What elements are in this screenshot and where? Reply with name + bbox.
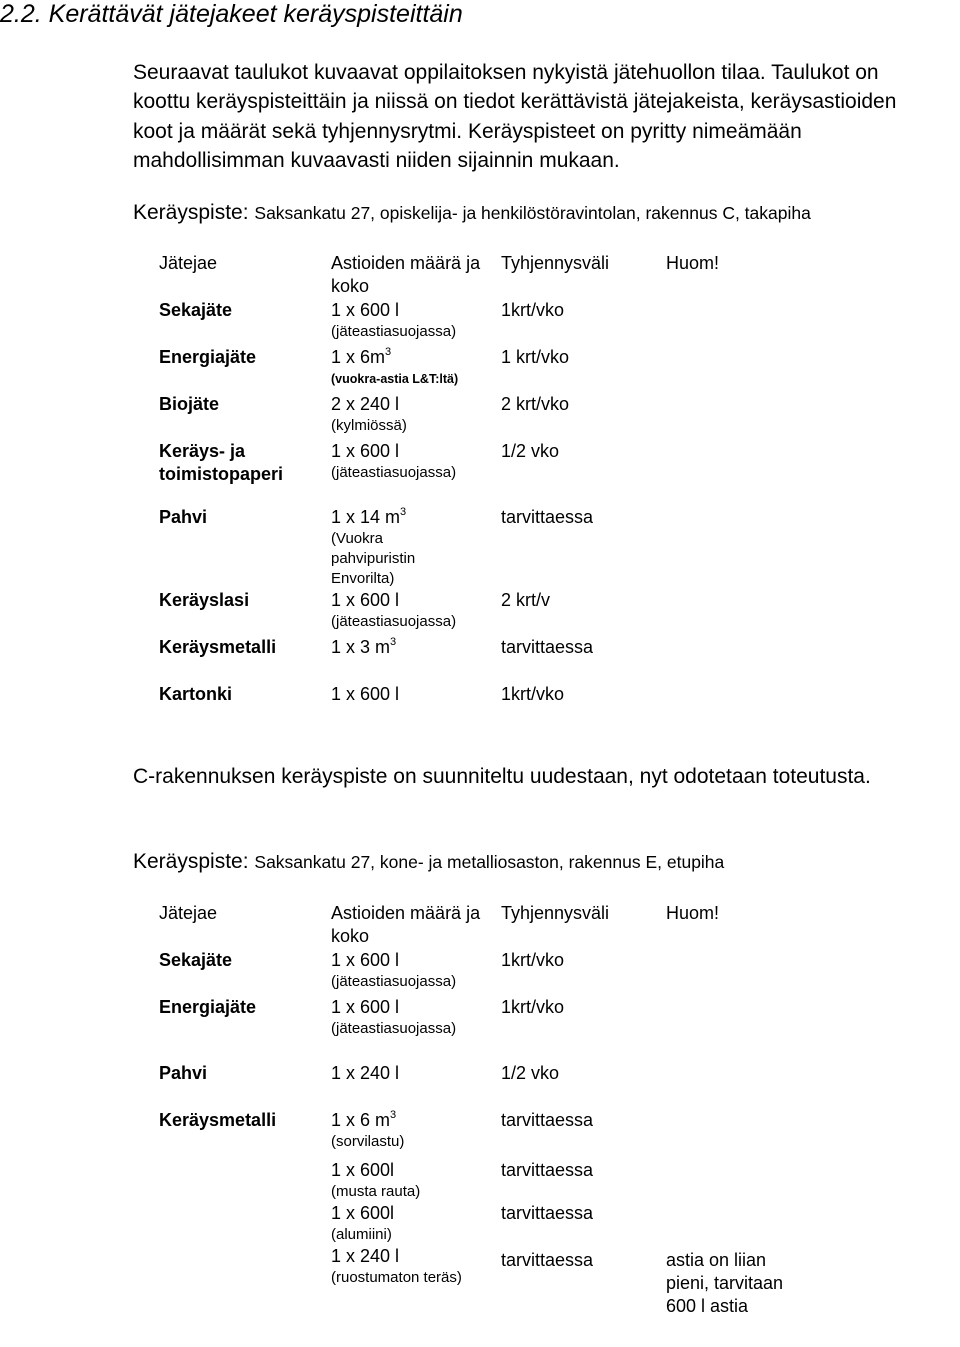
intro-paragraph: Seuraavat taulukot kuvaavat oppilaitoksen nykyistä jätehuollon tilaa. Taulukot on koottu keräyspisteittäin ja niissä on tiedot kerättävistä jätejakeista, keräysastioiden koot ja määrät sekä tyhjennysrytmi. Keräyspisteet on pyritty nimeämään mahdollisimman kuvaavasti niiden sijainnin mukaan. — [133, 61, 897, 172]
table-row — [159, 683, 796, 713]
container-size: 1 x 600 l — [331, 950, 400, 970]
table-row — [159, 506, 796, 589]
collection-point-label: Keräyspiste: — [133, 201, 249, 224]
waste-type-cell: Keräyslasi — [159, 590, 250, 610]
interval-cell: tarvittaessa — [501, 1250, 594, 1270]
interval-cell: 1krt/vko — [501, 684, 565, 704]
waste-type-cell: Kartonki — [159, 684, 233, 704]
waste-type-cell: Sekajäte — [159, 950, 233, 970]
building-c-note: C-rakennuksen keräyspiste on suunniteltu uudestaan, nyt odotetaan toteutusta. — [133, 765, 871, 788]
interval-cell: tarvittaessa — [501, 637, 594, 657]
container-cell — [331, 506, 501, 589]
container-size: 2 x 240 l — [331, 394, 400, 414]
container-location: (ruostumaton teräs) — [331, 1269, 462, 1286]
container-location: (musta rauta) — [331, 1183, 421, 1200]
interval-cell: tarvittaessa — [501, 1203, 594, 1223]
interval-cell: 2 krt/vko — [501, 394, 570, 414]
container-location: (alumiini) — [331, 1226, 392, 1243]
note-cell — [666, 299, 796, 346]
container-location: (jäteastiasuojassa) — [331, 613, 457, 630]
waste-type-cell: Energiajäte — [159, 347, 257, 367]
table-row — [159, 1109, 796, 1159]
table-row — [159, 393, 796, 440]
header-waste-type: Jätejae — [159, 253, 218, 273]
container-cell — [331, 1109, 501, 1159]
container-size: 1 x 600 l — [331, 997, 400, 1017]
interval-cell: 1krt/vko — [501, 300, 565, 320]
waste-type-cell: Biojäte — [159, 394, 220, 414]
collection-point-1-title — [133, 200, 811, 226]
interval-cell: 1/2 vko — [501, 1063, 560, 1083]
waste-table-building-e — [159, 902, 796, 1345]
container-size: 1 x 600l — [331, 1160, 395, 1180]
collection-point-address: Saksankatu 27, kone- ja metalliosaston, rakennus E, etupiha — [254, 852, 725, 872]
container-cell — [331, 949, 501, 996]
container-size: 1 x 240 l — [331, 1246, 400, 1266]
interval-cell: tarvittaessa — [501, 1110, 594, 1130]
table-row — [159, 1202, 796, 1245]
container-size: 1 x 600 l — [331, 684, 400, 704]
note-cell — [666, 506, 796, 589]
container-cell — [331, 683, 501, 713]
waste-type-cell: Pahvi — [159, 1063, 208, 1083]
note-cell: astia on liian pieni, tarvitaan 600 l astia — [666, 1250, 784, 1316]
collection-point-2-title — [133, 849, 724, 875]
collection-point-label: Keräyspiste: — [133, 850, 249, 873]
container-location: (kylmiössä) — [331, 417, 407, 434]
superscript: 3 — [400, 506, 407, 518]
container-location: (vuokra-astia L&T:ltä) — [331, 372, 459, 386]
interval-cell: tarvittaessa — [501, 1160, 594, 1180]
note-cell — [666, 1109, 796, 1159]
note-cell — [666, 949, 796, 996]
interval-cell: 1krt/vko — [501, 950, 565, 970]
waste-type-cell — [159, 1245, 331, 1345]
table-row — [159, 589, 796, 636]
container-cell — [331, 1062, 501, 1109]
note-cell — [666, 636, 796, 683]
table-row — [159, 1159, 796, 1202]
header-note: Huom! — [666, 253, 720, 273]
container-cell — [331, 1159, 501, 1202]
container-cell — [331, 996, 501, 1062]
container-size: 1 x 600 l — [331, 300, 400, 320]
header-containers: Astioiden määrä ja koko — [331, 253, 481, 296]
superscript: 3 — [385, 346, 392, 358]
container-cell — [331, 440, 501, 506]
header-containers: Astioiden määrä ja koko — [331, 903, 481, 946]
header-note: Huom! — [666, 903, 720, 923]
table-row — [159, 636, 796, 683]
table-row — [159, 1062, 796, 1109]
container-location: (jäteastiasuojassa) — [331, 323, 457, 340]
container-location: (jäteastiasuojassa) — [331, 1020, 457, 1037]
table-row — [159, 346, 796, 393]
collection-point-address: Saksankatu 27, opiskelija- ja henkilöstöravintolan, rakennus C, takapiha — [254, 203, 811, 223]
waste-type-cell: Keräysmetalli — [159, 1110, 277, 1130]
container-cell — [331, 393, 501, 440]
interval-cell: tarvittaessa — [501, 507, 594, 527]
table-header-row — [159, 902, 796, 949]
waste-type-cell: Sekajäte — [159, 300, 233, 320]
header-interval: Tyhjennysväli — [501, 903, 610, 923]
interval-cell: 1krt/vko — [501, 997, 565, 1017]
header-interval: Tyhjennysväli — [501, 253, 610, 273]
container-location: (Vuokra pahvipuristin Envorilta) — [331, 530, 416, 587]
interval-cell: 1/2 vko — [501, 441, 560, 461]
note-cell — [666, 996, 796, 1062]
waste-type-cell — [159, 1202, 331, 1245]
container-cell — [331, 636, 501, 683]
note-cell — [666, 440, 796, 506]
container-size: 1 x 240 l — [331, 1063, 400, 1083]
header-waste-type: Jätejae — [159, 903, 218, 923]
note-cell — [666, 1062, 796, 1109]
note-cell — [666, 346, 796, 393]
container-size: 1 x 600l — [331, 1203, 395, 1223]
container-size: 1 x 600 l — [331, 441, 400, 461]
container-size: 1 x 3 m — [331, 637, 391, 657]
table-row — [159, 949, 796, 996]
container-location: (jäteastiasuojassa) — [331, 464, 457, 481]
table-row — [159, 440, 796, 506]
container-size: 1 x 14 m — [331, 507, 401, 527]
container-size: 1 x 600 l — [331, 590, 400, 610]
container-cell — [331, 1202, 501, 1245]
container-size: 1 x 6 m — [331, 1110, 391, 1130]
waste-type-cell — [159, 1159, 331, 1202]
note-cell — [666, 683, 796, 713]
waste-type-cell: Energiajäte — [159, 997, 257, 1017]
interval-cell: 2 krt/v — [501, 590, 551, 610]
note-cell — [666, 1159, 796, 1202]
superscript: 3 — [390, 1109, 397, 1121]
note-cell — [666, 393, 796, 440]
container-cell — [331, 299, 501, 346]
container-cell — [331, 589, 501, 636]
interval-cell: 1 krt/vko — [501, 347, 570, 367]
section-heading: 2.2. Kerättävät jätejakeet keräyspisteittäin — [0, 0, 463, 28]
container-location: (sorvilastu) — [331, 1133, 405, 1150]
table-header-row — [159, 252, 796, 299]
container-location: (jäteastiasuojassa) — [331, 973, 457, 990]
superscript: 3 — [390, 636, 397, 648]
waste-table-building-c — [159, 252, 796, 713]
table-row — [159, 996, 796, 1062]
table-row — [159, 1245, 796, 1345]
table-row — [159, 299, 796, 346]
container-cell — [331, 1245, 501, 1345]
note-cell — [666, 589, 796, 636]
waste-type-cell: Keräys- ja toimistopaperi — [159, 441, 284, 484]
waste-type-cell: Pahvi — [159, 507, 208, 527]
container-size: 1 x 6m — [331, 347, 386, 367]
note-cell — [666, 1202, 796, 1245]
waste-type-cell: Keräysmetalli — [159, 637, 277, 657]
container-cell — [331, 346, 501, 393]
